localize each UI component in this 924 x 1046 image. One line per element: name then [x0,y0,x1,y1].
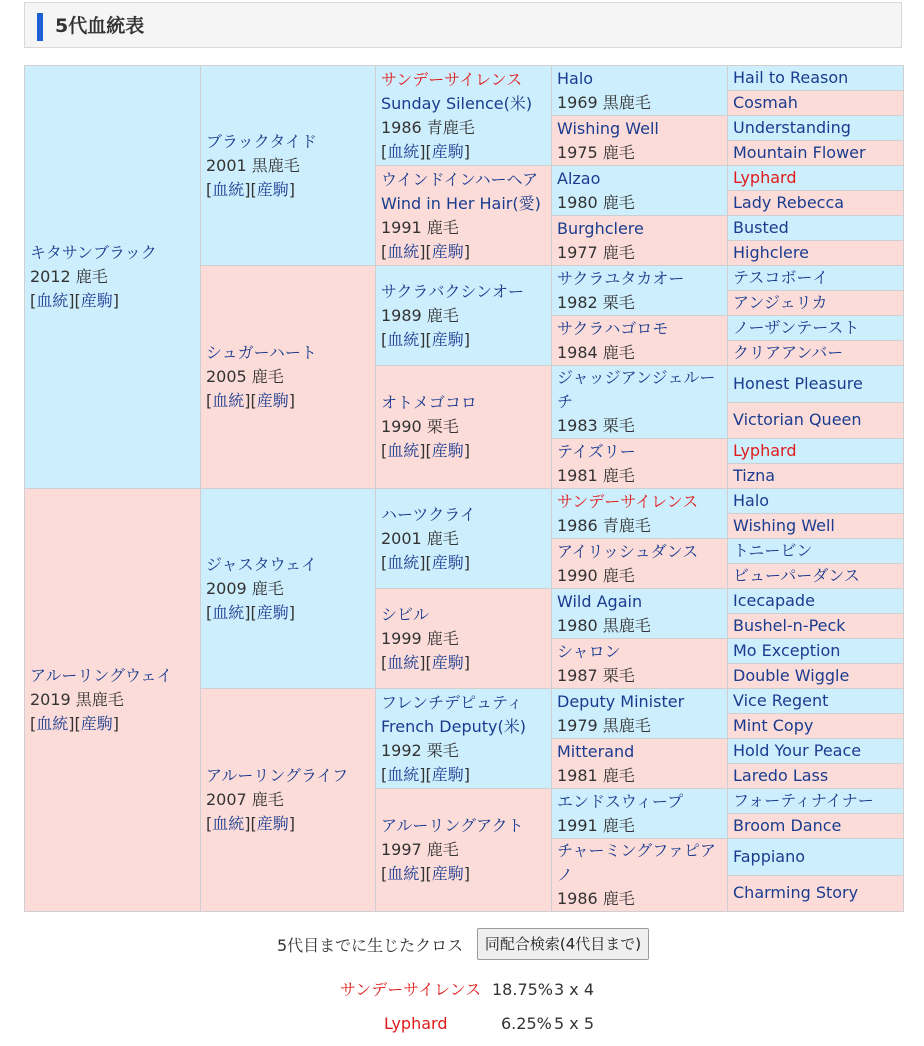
horse-link[interactable]: Busted [733,218,789,237]
horse-meta: 1980 鹿毛 [557,192,635,212]
horse-link[interactable]: アンジェリカ [733,293,828,312]
horse-link[interactable]: フォーティナイナー [733,791,874,810]
horse-link[interactable]: シビル [381,604,430,624]
gen5-cell [728,514,904,539]
cross-percent: 18.75% [492,980,554,999]
horse-link[interactable]: サクラバクシンオー [381,281,524,301]
pedigree-table [24,65,904,912]
bloodline-link[interactable]: 血統 [212,391,245,410]
gen3-cell [376,789,552,912]
gen5-cell [728,166,904,191]
gen5-cell [728,191,904,216]
offspring-link[interactable]: 産駒 [431,441,464,460]
gen5-cell [728,814,904,839]
horse-link[interactable]: Wild Again [557,591,643,611]
horse-link[interactable]: ブラックタイド [206,131,318,151]
gen5-cell [728,241,904,266]
horse-link[interactable]: Charming Story [733,883,859,903]
gen3-cell [376,489,552,589]
horse-meta: 2009 鹿毛 [206,578,284,598]
pedigree-links: [血統][産駒] [30,291,120,310]
offspring-link[interactable]: 産駒 [431,141,464,161]
bloodline-link[interactable]: 血統 [387,441,420,460]
horse-link[interactable]: シャロン [557,641,621,661]
pedigree-links: [血統][産駒] [206,814,296,833]
gen3-cell [376,589,552,689]
horse-link[interactable]: Broom Dance [733,816,842,835]
horse-link[interactable]: サクラハゴロモ [557,318,669,338]
horse-link[interactable]: エンドスウィープ [557,791,684,811]
horse-link[interactable]: チャーミングファピアノ [557,841,716,884]
gen3-cell [376,689,552,789]
gen5-cell [728,366,904,403]
header-accent-bar [37,13,43,41]
same-mating-search-button[interactable]: 同配合検索(4代目まで) [477,928,649,960]
horse-link[interactable]: Victorian Queen [733,410,862,430]
horse-link[interactable]: Mitterand [557,741,635,761]
horse-link[interactable]: Mint Copy [733,716,814,735]
horse-link[interactable]: Honest Pleasure [733,373,863,393]
horse-link[interactable]: アイリッシュダンス [557,541,699,561]
gen2-cell [201,689,376,912]
horse-link[interactable]: Laredo Lass [733,766,829,785]
horse-link[interactable]: ハーツクライ [381,504,476,524]
offspring-link[interactable]: 産駒 [431,652,464,672]
gen4-cell [552,789,728,839]
bloodline-link[interactable]: 血統 [36,714,69,733]
horse-link[interactable]: アルーリングウェイ [30,666,173,685]
gen4-cell [552,266,728,316]
gen2-cell [201,266,376,489]
pedigree-links: [血統][産駒] [381,652,471,672]
gen5-cell [728,714,904,739]
cross-row [340,980,481,1000]
horse-meta: 1997 鹿毛 [381,840,459,859]
pedigree-links: [血統][産駒] [206,179,296,199]
horse-link[interactable]: Tizna [733,466,776,485]
horse-meta: 1981 鹿毛 [557,765,635,785]
pedigree-links: [血統][産駒] [381,441,471,460]
horse-link[interactable]: ジャスタウェイ [206,554,318,574]
horse-meta: 1981 鹿毛 [557,465,635,485]
horse-english-name: Wind in Her Hair(愛) [381,193,541,213]
gen5-cell [728,216,904,241]
pedigree-links: [血統][産駒] [206,602,296,622]
horse-link[interactable]: Halo [557,68,594,88]
gen2-cell [201,489,376,689]
horse-meta: 1983 栗毛 [557,416,635,435]
horse-meta: 1992 栗毛 [381,740,459,760]
cross-horse-link[interactable]: Lyphard [384,1014,448,1033]
pedigree-links: [血統][産駒] [381,329,471,349]
horse-meta: 1990 鹿毛 [557,565,635,585]
pedigree-links: [血統][産駒] [381,864,471,883]
horse-link[interactable]: キタサンブラック [30,243,157,262]
pedigree-links: [血統][産駒] [381,764,471,784]
cross-generation: 5 x 5 [554,1014,594,1033]
offspring-link[interactable]: 産駒 [431,864,464,883]
bloodline-link[interactable]: 血統 [36,291,69,310]
bloodline-link[interactable]: 血統 [387,329,420,349]
horse-link[interactable]: Wishing Well [733,516,835,535]
horse-meta: 1991 鹿毛 [557,815,635,835]
horse-link[interactable]: Deputy Minister [557,691,685,711]
pedigree-links: [血統][産駒] [381,241,471,261]
horse-meta: 2007 鹿毛 [206,790,284,809]
horse-link[interactable]: Understanding [733,118,851,137]
horse-link[interactable]: クリアアンバー [733,343,844,362]
horse-link[interactable]: Cosmah [733,93,798,112]
gen4-cell [552,366,728,439]
gen4-cell [552,116,728,166]
gen3-cell [376,366,552,489]
horse-meta: 1975 鹿毛 [557,142,635,162]
gen5-cell [728,402,904,439]
bloodline-link[interactable]: 血統 [387,241,420,261]
horse-link[interactable]: アルーリングライフ [206,766,349,785]
cross-generation: 3 x 4 [554,980,594,999]
horse-meta: 2005 鹿毛 [206,367,284,386]
horse-link[interactable]: Lady Rebecca [733,193,845,212]
gen5-cell [728,539,904,564]
horse-link[interactable]: フレンチデピュティ [381,692,523,712]
gen5-cell [728,489,904,514]
offspring-link[interactable]: 産駒 [256,391,289,410]
horse-meta: 1984 鹿毛 [557,342,635,362]
pedigree-links: [血統][産駒] [381,552,471,572]
bloodline-link[interactable]: 血統 [387,652,420,672]
horse-link[interactable]: Hail to Reason [733,68,849,87]
bloodline-link[interactable]: 血統 [387,764,420,784]
gen5-cell [728,839,904,876]
horse-meta: 1980 黒鹿毛 [557,615,651,635]
horse-link[interactable]: アルーリングアクト [381,816,524,835]
horse-meta: 1987 栗毛 [557,665,635,685]
offspring-link[interactable]: 産駒 [431,552,464,572]
horse-link[interactable]: Icecapade [733,591,815,610]
horse-link[interactable]: シュガーハート [206,343,317,362]
gen4-cell [552,839,728,912]
horse-link[interactable]: テスコボーイ [733,268,829,287]
gen4-cell [552,689,728,739]
section-title: 5代血統表 [55,15,145,37]
gen5-cell [728,614,904,639]
gen5-cell [728,589,904,614]
horse-meta: 1986 青鹿毛 [557,515,651,535]
horse-meta: 2012 鹿毛 [30,267,108,286]
gen5-cell [728,439,904,464]
offspring-link[interactable]: 産駒 [431,329,464,349]
horse-link[interactable]: Highclere [733,243,809,262]
offspring-link[interactable]: 産駒 [256,179,289,199]
pedigree-links: [血統][産駒] [206,391,296,410]
horse-meta: 1989 鹿毛 [381,305,459,325]
horse-meta: 2001 鹿毛 [381,528,459,548]
gen5-cell [728,464,904,489]
gen5-cell [728,664,904,689]
gen3-cell [376,166,552,266]
pedigree-links: [血統][産駒] [381,141,471,161]
horse-meta: 1991 鹿毛 [381,217,459,237]
cross-row [384,1014,447,1034]
horse-meta: 1982 栗毛 [557,292,635,312]
bloodline-link[interactable]: 血統 [212,814,245,833]
horse-meta: 1986 鹿毛 [557,889,635,908]
horse-link[interactable]: Wishing Well [557,118,659,138]
horse-link[interactable]: ウインドインハーヘア [381,169,539,189]
bloodline-link[interactable]: 血統 [212,602,245,622]
offspring-link[interactable]: 産駒 [431,764,464,784]
horse-link[interactable]: テイズリー [557,441,636,461]
horse-link[interactable]: Mountain Flower [733,143,866,162]
cross-horse-link[interactable]: サンデーサイレンス [340,980,482,999]
gen2-cell [201,66,376,266]
gen5-cell [728,739,904,764]
offspring-link[interactable]: 産駒 [431,241,464,261]
bloodline-link[interactable]: 血統 [212,179,245,199]
horse-link[interactable]: ジャッジアンジェルーチ [557,368,716,411]
gen4-cell [552,589,728,639]
horse-english-name: Sunday Silence(米) [381,93,533,113]
gen5-cell [728,141,904,166]
horse-meta: 1977 鹿毛 [557,242,635,262]
gen5-cell [728,341,904,366]
horse-link[interactable]: Burghclere [557,218,644,238]
gen5-cell [728,291,904,316]
cross-percent: 6.25% [501,1014,552,1033]
gen4-cell [552,539,728,589]
gen5-cell [728,764,904,789]
horse-link[interactable]: Hold Your Peace [733,741,862,760]
horse-meta: 1986 青鹿毛 [381,117,475,137]
section-header [24,2,902,48]
horse-link[interactable]: Halo [733,491,770,510]
horse-link[interactable]: Lyphard [733,441,797,460]
gen5-cell [728,116,904,141]
bloodline-link[interactable]: 血統 [387,864,420,883]
horse-link[interactable]: サンデーサイレンス [381,69,523,89]
gen4-cell [552,66,728,116]
horse-link[interactable]: トニービン [733,541,813,560]
horse-english-name: French Deputy(米) [381,716,526,736]
gen3-cell [376,266,552,366]
horse-link[interactable]: ビューパーダンス [733,566,860,585]
gen4-cell [552,489,728,539]
bloodline-link[interactable]: 血統 [387,552,420,572]
horse-meta: 2019 黒鹿毛 [30,690,124,709]
horse-meta: 1999 鹿毛 [381,628,459,648]
gen4-cell [552,166,728,216]
offspring-link[interactable]: 産駒 [80,291,113,310]
horse-meta: 1969 黒鹿毛 [557,92,651,112]
horse-link[interactable]: サクラユタカオー [557,268,685,288]
horse-link[interactable]: Mo Exception [733,641,841,660]
gen5-cell [728,316,904,341]
gen4-cell [552,316,728,366]
gen4-cell [552,739,728,789]
gen5-cell [728,689,904,714]
cross-caption: 5代目までに生じたクロス [277,936,464,955]
gen4-cell [552,439,728,489]
horse-meta: 1979 黒鹿毛 [557,715,651,735]
horse-link[interactable]: Lyphard [733,168,797,187]
gen5-cell [728,66,904,91]
gen3-cell [376,66,552,166]
gen5-cell [728,91,904,116]
horse-link[interactable]: Bushel-n-Peck [733,616,846,635]
horse-link[interactable]: サンデーサイレンス [557,491,699,511]
horse-meta: 1990 栗毛 [381,417,459,436]
gen1-dam-cell [25,489,201,912]
horse-link[interactable]: Double Wiggle [733,666,850,685]
offspring-link[interactable]: 産駒 [256,602,289,622]
gen5-cell [728,564,904,589]
bloodline-link[interactable]: 血統 [387,141,420,161]
gen4-cell [552,216,728,266]
gen5-cell [728,266,904,291]
horse-link[interactable]: Vice Regent [733,691,829,710]
offspring-link[interactable]: 産駒 [256,814,289,833]
pedigree-links: [血統][産駒] [30,714,120,733]
gen4-cell [552,639,728,689]
gen5-cell [728,875,904,912]
gen5-cell [728,789,904,814]
horse-link[interactable]: ノーザンテースト [733,318,860,337]
horse-link[interactable]: Fappiano [733,846,806,866]
horse-meta: 2001 黒鹿毛 [206,155,300,175]
gen5-cell [728,639,904,664]
horse-link[interactable]: Alzao [557,168,601,188]
gen1-sire-cell [25,66,201,489]
offspring-link[interactable]: 産駒 [80,714,113,733]
horse-link[interactable]: オトメゴコロ [381,393,477,412]
